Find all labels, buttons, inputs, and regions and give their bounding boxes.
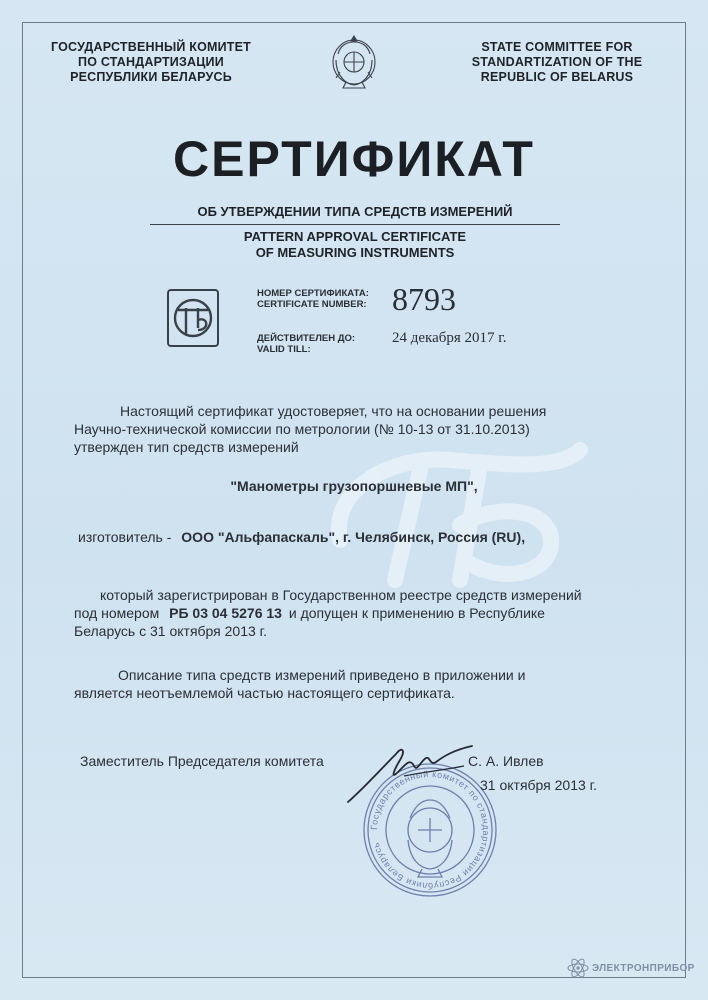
signatory-name: С. А. Ивлев <box>468 753 544 769</box>
header-right-line: STANDARTIZATION OF THE <box>471 55 643 69</box>
registry-line: Беларусь с 31 октября 2013 г. <box>74 623 267 639</box>
header-left-line: ПО СТАНДАРТИЗАЦИИ <box>78 55 224 69</box>
registry-line-pre: под номером <box>74 605 160 621</box>
certificate-number-label <box>257 288 369 310</box>
subtitle-en-line: PATTERN APPROVAL CERTIFICATE <box>243 229 467 244</box>
valid-till-label-en: VALID TILL: <box>257 344 311 355</box>
certificate-number-label-en: CERTIFICATE NUMBER: <box>257 299 367 310</box>
subtitle-en <box>150 229 560 261</box>
header-right-line: STATE COMMITTEE FOR <box>481 40 633 54</box>
valid-till-date: 24 декабря 2017 г. <box>392 330 507 346</box>
header-left-line: ГОСУДАРСТВЕННЫЙ КОМИТЕТ <box>50 40 252 54</box>
atom-icon <box>566 958 590 978</box>
handwritten-signature <box>344 736 484 808</box>
certificate-title: СЕРТИФИКАТ <box>173 131 535 187</box>
header-left-line: РЕСПУБЛИКИ БЕЛАРУСЬ <box>70 70 232 84</box>
header-right-line: REPUBLIC OF BELARUS <box>480 70 634 84</box>
standards-logo-icon <box>166 288 220 348</box>
instrument-name: "Манометры грузопоршневые МП", <box>230 478 478 494</box>
registry-line <box>74 604 654 622</box>
brand-watermark <box>566 958 695 978</box>
valid-till-label-ru: ДЕЙСТВИТЕЛЕН ДО: <box>257 333 356 344</box>
manufacturer-name: ООО "Альфапаскаль", г. Челябинск, Россия (RU), <box>181 529 526 545</box>
brand-watermark-text: ЭЛЕКТРОНПРИБОР <box>592 962 695 974</box>
subtitle-ru: ОБ УТВЕРЖДЕНИИ ТИПА СРЕДСТВ ИЗМЕРЕНИЙ <box>197 204 513 219</box>
manufacturer-label: изготовитель - <box>78 529 172 545</box>
subtitle-en-line: OF MEASURING INSTRUMENTS <box>255 245 455 260</box>
certificate-number-label-ru: НОМЕР СЕРТИФИКАТА: <box>257 288 369 299</box>
description-paragraph <box>74 666 654 702</box>
decision-line: утвержден тип средств измерений <box>74 439 299 455</box>
decision-paragraph <box>74 402 654 456</box>
decision-line: Настоящий сертификат удостоверяет, что на основании решения <box>120 403 547 419</box>
decision-line: Научно-технической комиссии по метрологии (№ 10-13 от 31.10.2013) <box>74 421 530 437</box>
subtitle-divider <box>150 224 560 225</box>
registry-line: который зарегистрирован в Государственном реестре средств измерений <box>100 587 582 603</box>
registry-number: РБ 03 04 5276 13 <box>169 605 282 621</box>
belarus-emblem-icon <box>326 32 382 92</box>
signature-date: 31 октября 2013 г. <box>480 777 597 793</box>
description-line: Описание типа средств измерений приведено в приложении и <box>118 667 526 683</box>
manufacturer-line <box>78 528 525 546</box>
registry-paragraph <box>74 586 654 640</box>
header-left <box>38 40 264 85</box>
certificate-number: 8793 <box>392 281 456 317</box>
description-line: является неотъемлемой частью настоящего сертификата. <box>74 685 455 701</box>
stamp-ring-text: Государственный комитет по стандартизации Республики Беларусь <box>368 768 492 892</box>
signatory-position: Заместитель Председателя комитета <box>80 753 324 769</box>
header-right <box>444 40 670 85</box>
valid-till-label <box>257 333 355 355</box>
registry-line-post: и допущен к применению в Республике <box>288 605 545 621</box>
